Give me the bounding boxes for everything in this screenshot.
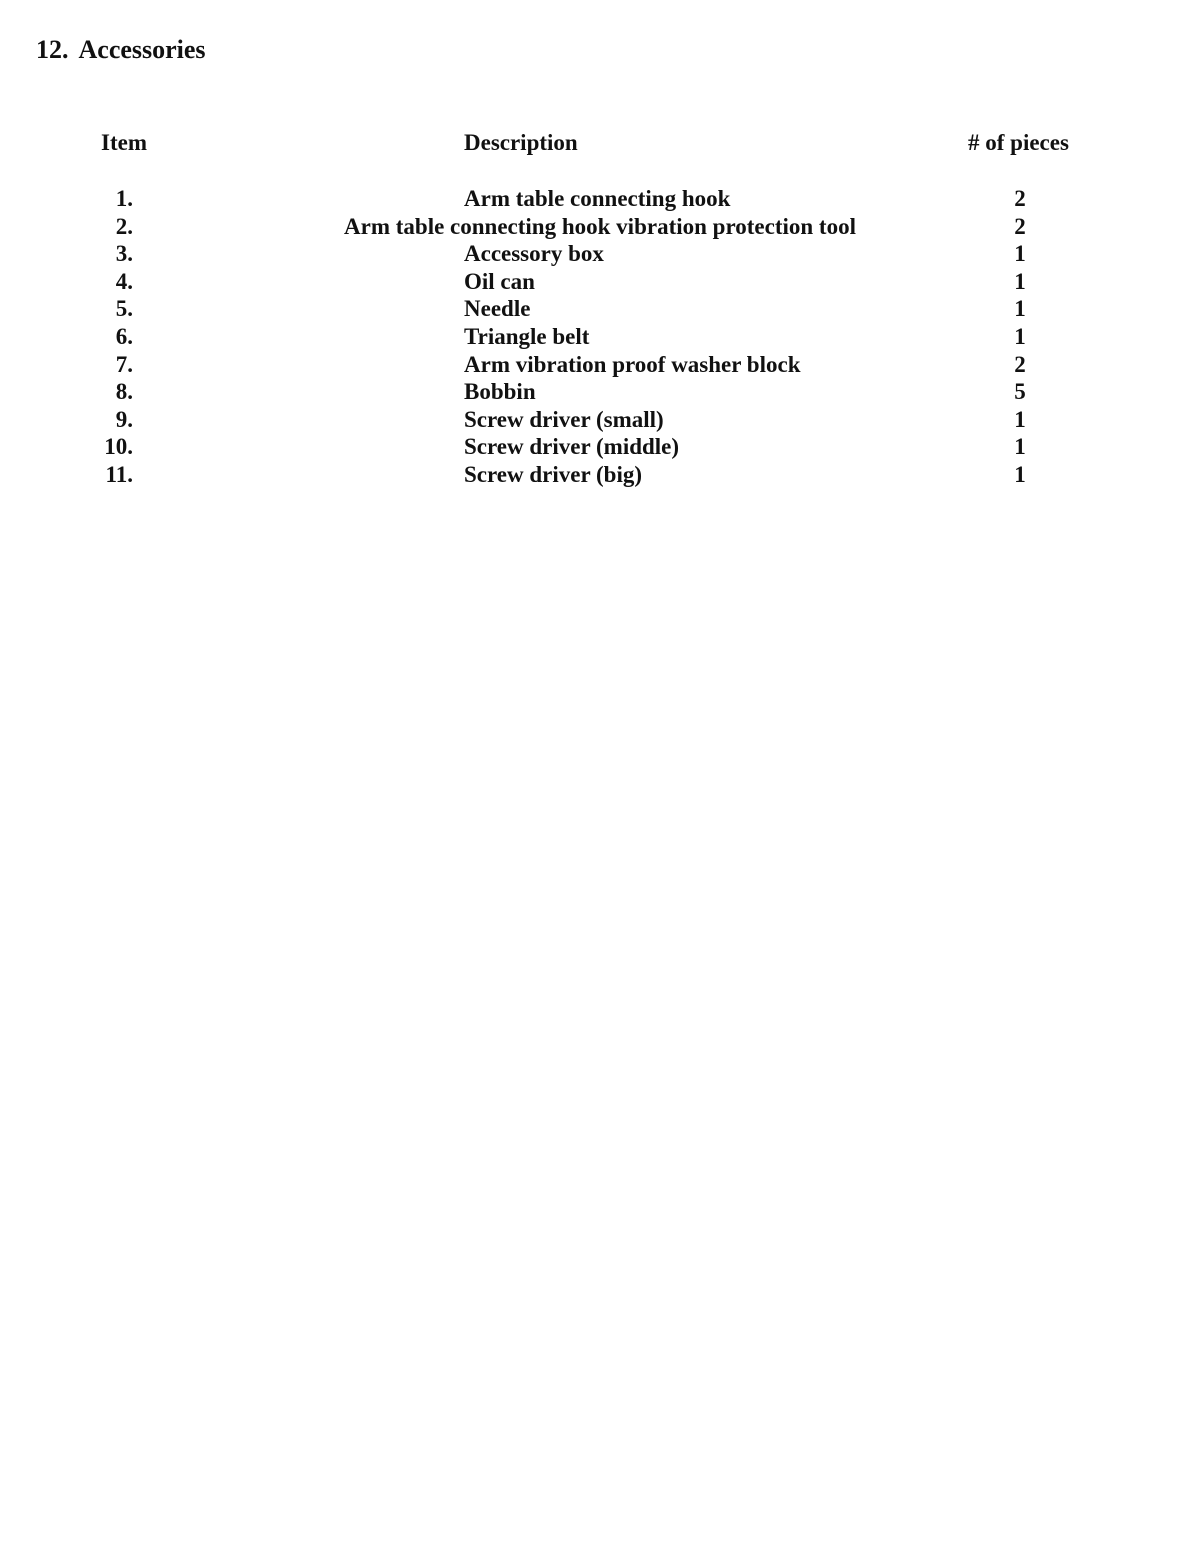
item-description: Arm table connecting hook — [464, 186, 731, 211]
table-row — [0, 461, 1200, 489]
item-description: Screw driver (middle) — [464, 434, 680, 460]
column-header-description: Description — [464, 130, 578, 155]
item-description: Oil can — [464, 268, 535, 294]
table-row — [0, 213, 1200, 241]
item-number: 1. — [115, 186, 133, 211]
table-row — [0, 378, 1200, 406]
table-row — [0, 240, 1200, 268]
accessories-table-body — [0, 185, 1200, 489]
item-description: Arm vibration proof washer block — [464, 351, 801, 377]
item-pieces: 1 — [1014, 268, 1026, 294]
item-description: Triangle belt — [464, 323, 590, 349]
item-pieces: 2 — [1014, 351, 1026, 377]
item-pieces: 1 — [1014, 323, 1026, 349]
item-number: 6. — [115, 323, 133, 349]
table-row — [0, 323, 1200, 351]
table-row — [0, 185, 1200, 213]
item-number: 7. — [115, 351, 133, 377]
section-number: 12. — [36, 35, 69, 64]
item-pieces: 1 — [1014, 461, 1026, 487]
section-heading — [36, 32, 206, 68]
item-description: Accessory box — [464, 241, 604, 267]
item-description: Bobbin — [464, 379, 536, 405]
item-pieces: 2 — [1014, 213, 1026, 239]
item-pieces: 1 — [1014, 434, 1026, 460]
item-number: 2. — [115, 213, 133, 239]
item-number: 11. — [105, 461, 133, 487]
item-pieces: 1 — [1014, 296, 1026, 322]
item-number: 8. — [115, 379, 133, 405]
item-pieces: 1 — [1014, 406, 1026, 432]
table-row — [0, 295, 1200, 323]
section-title: Accessories — [78, 35, 206, 64]
item-number: 9. — [115, 406, 133, 432]
table-row — [0, 351, 1200, 379]
item-number: 10. — [104, 434, 133, 460]
table-row — [0, 268, 1200, 296]
table-row — [0, 433, 1200, 461]
column-header-pieces: # of pieces — [968, 130, 1069, 155]
item-description: Screw driver (big) — [464, 461, 643, 487]
item-pieces: 5 — [1014, 379, 1026, 405]
item-description: Screw driver (small) — [464, 406, 664, 432]
item-pieces: 1 — [1014, 241, 1026, 267]
table-row — [0, 406, 1200, 434]
item-number: 3. — [115, 241, 133, 267]
item-pieces: 2 — [1014, 186, 1026, 211]
item-description: Needle — [464, 296, 531, 322]
item-number: 5. — [115, 296, 133, 322]
column-header-item: Item — [101, 130, 147, 155]
item-description: Arm table connecting hook vibration protection tool — [344, 213, 856, 239]
item-number: 4. — [115, 268, 133, 294]
